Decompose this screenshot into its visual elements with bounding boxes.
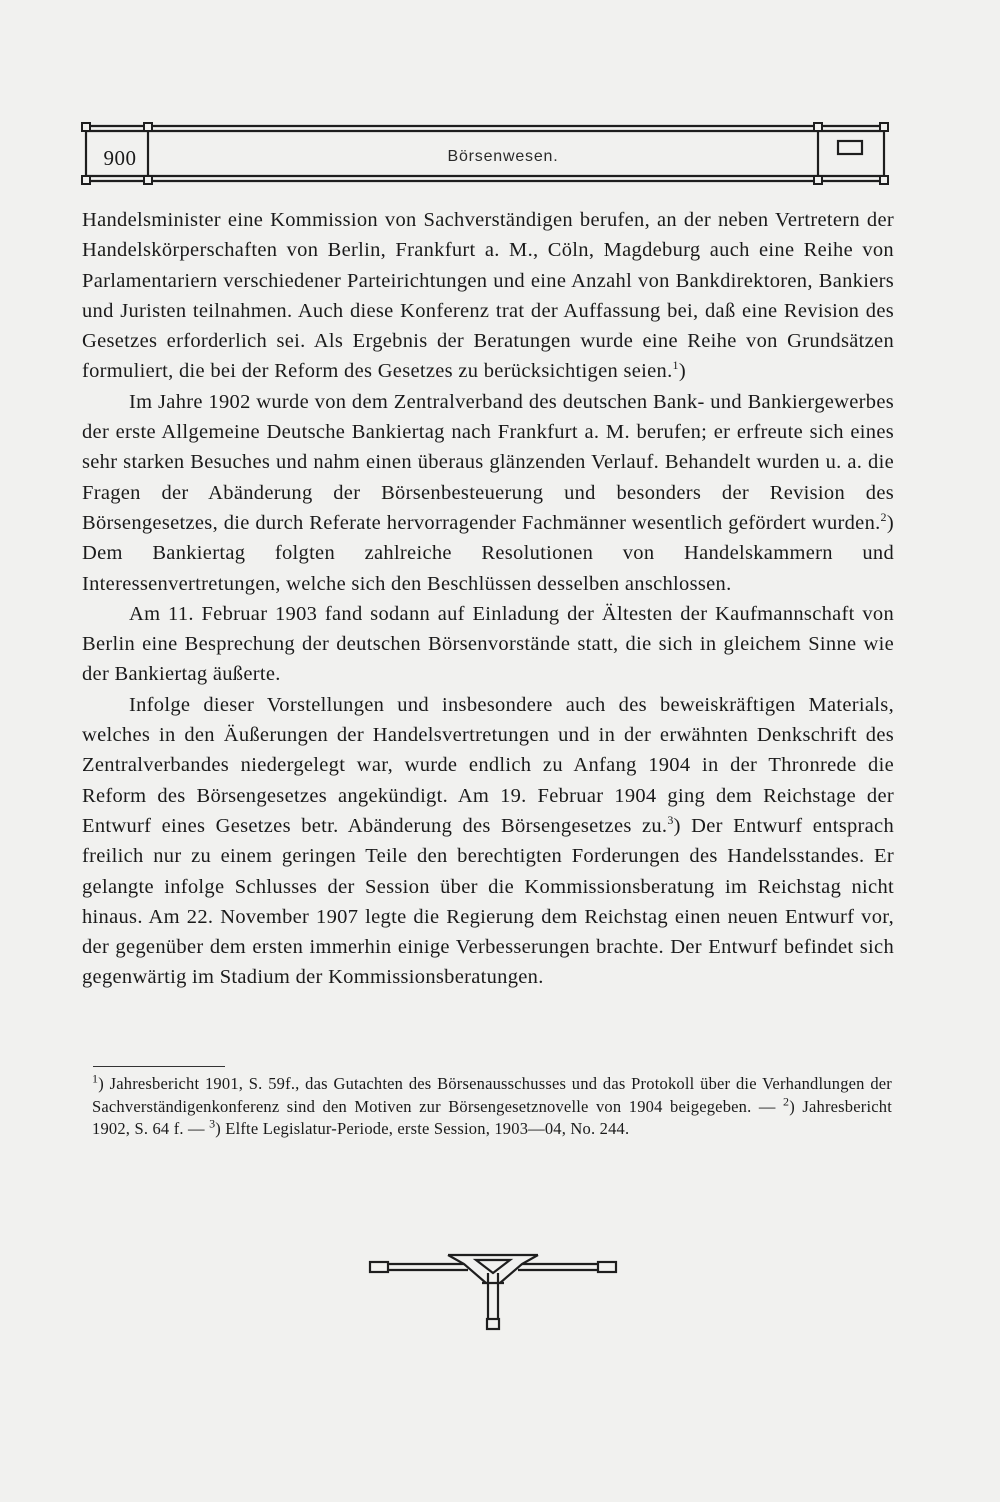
running-header xyxy=(78,114,890,190)
text-run: Handelsminister eine Kommission von Sachverständigen berufen, an der neben Vertretern der Handelskörperschaften von Berlin, Frankfurt a. M., Cöln, Magdeburg auch eine Reihe von Parlamentariern verschiedener Parteirichtungen und eine Anzahl von Bankdirektoren, Bankiers und Juristen teilnahmen. Auch diese Konferenz trat der Auffassung bei, daß eine Revision des Gesetzes erforderlich sei. Als Ergebnis der Beratungen wurde eine Reihe von Grundsätzen formuliert, die bei der Reform des Gesetzes zu berücksichtigen seien. xyxy=(82,209,894,383)
footnote-separator xyxy=(93,1066,225,1067)
footnote-marker: 1 xyxy=(672,358,679,373)
text-run: ) Der Entwurf entsprach freilich nur zu einem geringen Teile den berechtigten Forderungen des Handelsstandes. Er gelangte infolge Schlusses der Session über die Kommissionsberatung im Reichstag nicht hinaus. Am 22. November 1907 legte die Regierung dem Reichstag einen neuen Entwurf vor, der gegenüber dem ersten immerhin einige Verbesserungen brachte. Der Entwurf befindet sich gegenwärtig im Stadium der Kommissionsberatungen. xyxy=(82,814,895,989)
tailpiece-ornament xyxy=(368,1243,618,1333)
footnote-marker: 3 xyxy=(209,1116,216,1131)
footnote-marker: 2 xyxy=(783,1094,790,1108)
footnote-paragraph xyxy=(92,1073,892,1141)
footnote-marker: 2 xyxy=(880,510,887,525)
footnote-marker: 3 xyxy=(667,813,674,828)
page-number: 900 xyxy=(103,146,137,170)
text-run: Im Jahre 1902 wurde von dem Zentralverband des deutschen Bank- und Bankiergewerbes der erste Allgemeine Deutsche Bankiertag nach Frankfurt a. M. berufen; er erfreute sich eines sehr starken Besuches und nahm einen überaus glänzenden Verlauf. Behandelt wurden u. a. die Fragen der Abänderung der Börsenbesteuerung und besonders der Revision des Börsengesetzes, die durch Referate hervorragender Fachmänner wesentlich gefördert wurden. xyxy=(82,390,894,534)
paragraph-p4 xyxy=(82,690,894,993)
text-run: ) xyxy=(678,360,686,383)
running-title: Börsenwesen. xyxy=(447,148,559,165)
footnote-marker: 1 xyxy=(92,1071,99,1086)
text-run: Am 11. Februar 1903 fand sodann auf Einladung der Ältesten der Kaufmannschaft von Berlin eine Besprechung der deutschen Börsenvorstände statt, die sich in gleichem Sinne wie der Bankiertag äußerte. xyxy=(82,602,894,686)
text-run: Infolge dieser Vorstellungen und insbesondere auch des beweiskräftigen Materials, welches in den Äußerungen der Handelsvertretungen und in der erwähnten Denkschrift des Zentralverbandes niedergelegt war, wurde endlich zu Anfang 1904 in der Thronrede die Reform des Börsengesetzes angekündigt. Am 19. Februar 1904 ging dem Reichstage der Entwurf eines Gesetzes betr. Abänderung des Börsengesetzes zu. xyxy=(82,693,894,837)
body-text xyxy=(82,205,894,993)
paragraph-p3 xyxy=(82,599,894,690)
text-run: ) Dem Bankiertag folgten zahlreiche Resolutionen von Handelskammern und Interessenvertretungen, welche sich den Beschlüssen desselben anschlossen. xyxy=(82,511,894,595)
text-run: ) Elfte Legislatur-Periode, erste Session, 1903—04, No. 244. xyxy=(215,1119,630,1138)
paragraph-p2 xyxy=(82,387,894,599)
text-run: ) Jahresbericht 1901, S. 59f., das Gutachten des Börsenausschusses und das Protokoll über die Verhandlungen der Sachverständigenkonferenz sind den Motiven zur Börsengesetznovelle von 1904 beigegeben. — xyxy=(92,1074,892,1116)
paragraph-p1 xyxy=(82,205,894,387)
text-run: ) Jahresbericht 1902, S. 64 f. — xyxy=(92,1096,893,1138)
footnotes xyxy=(92,1073,892,1141)
